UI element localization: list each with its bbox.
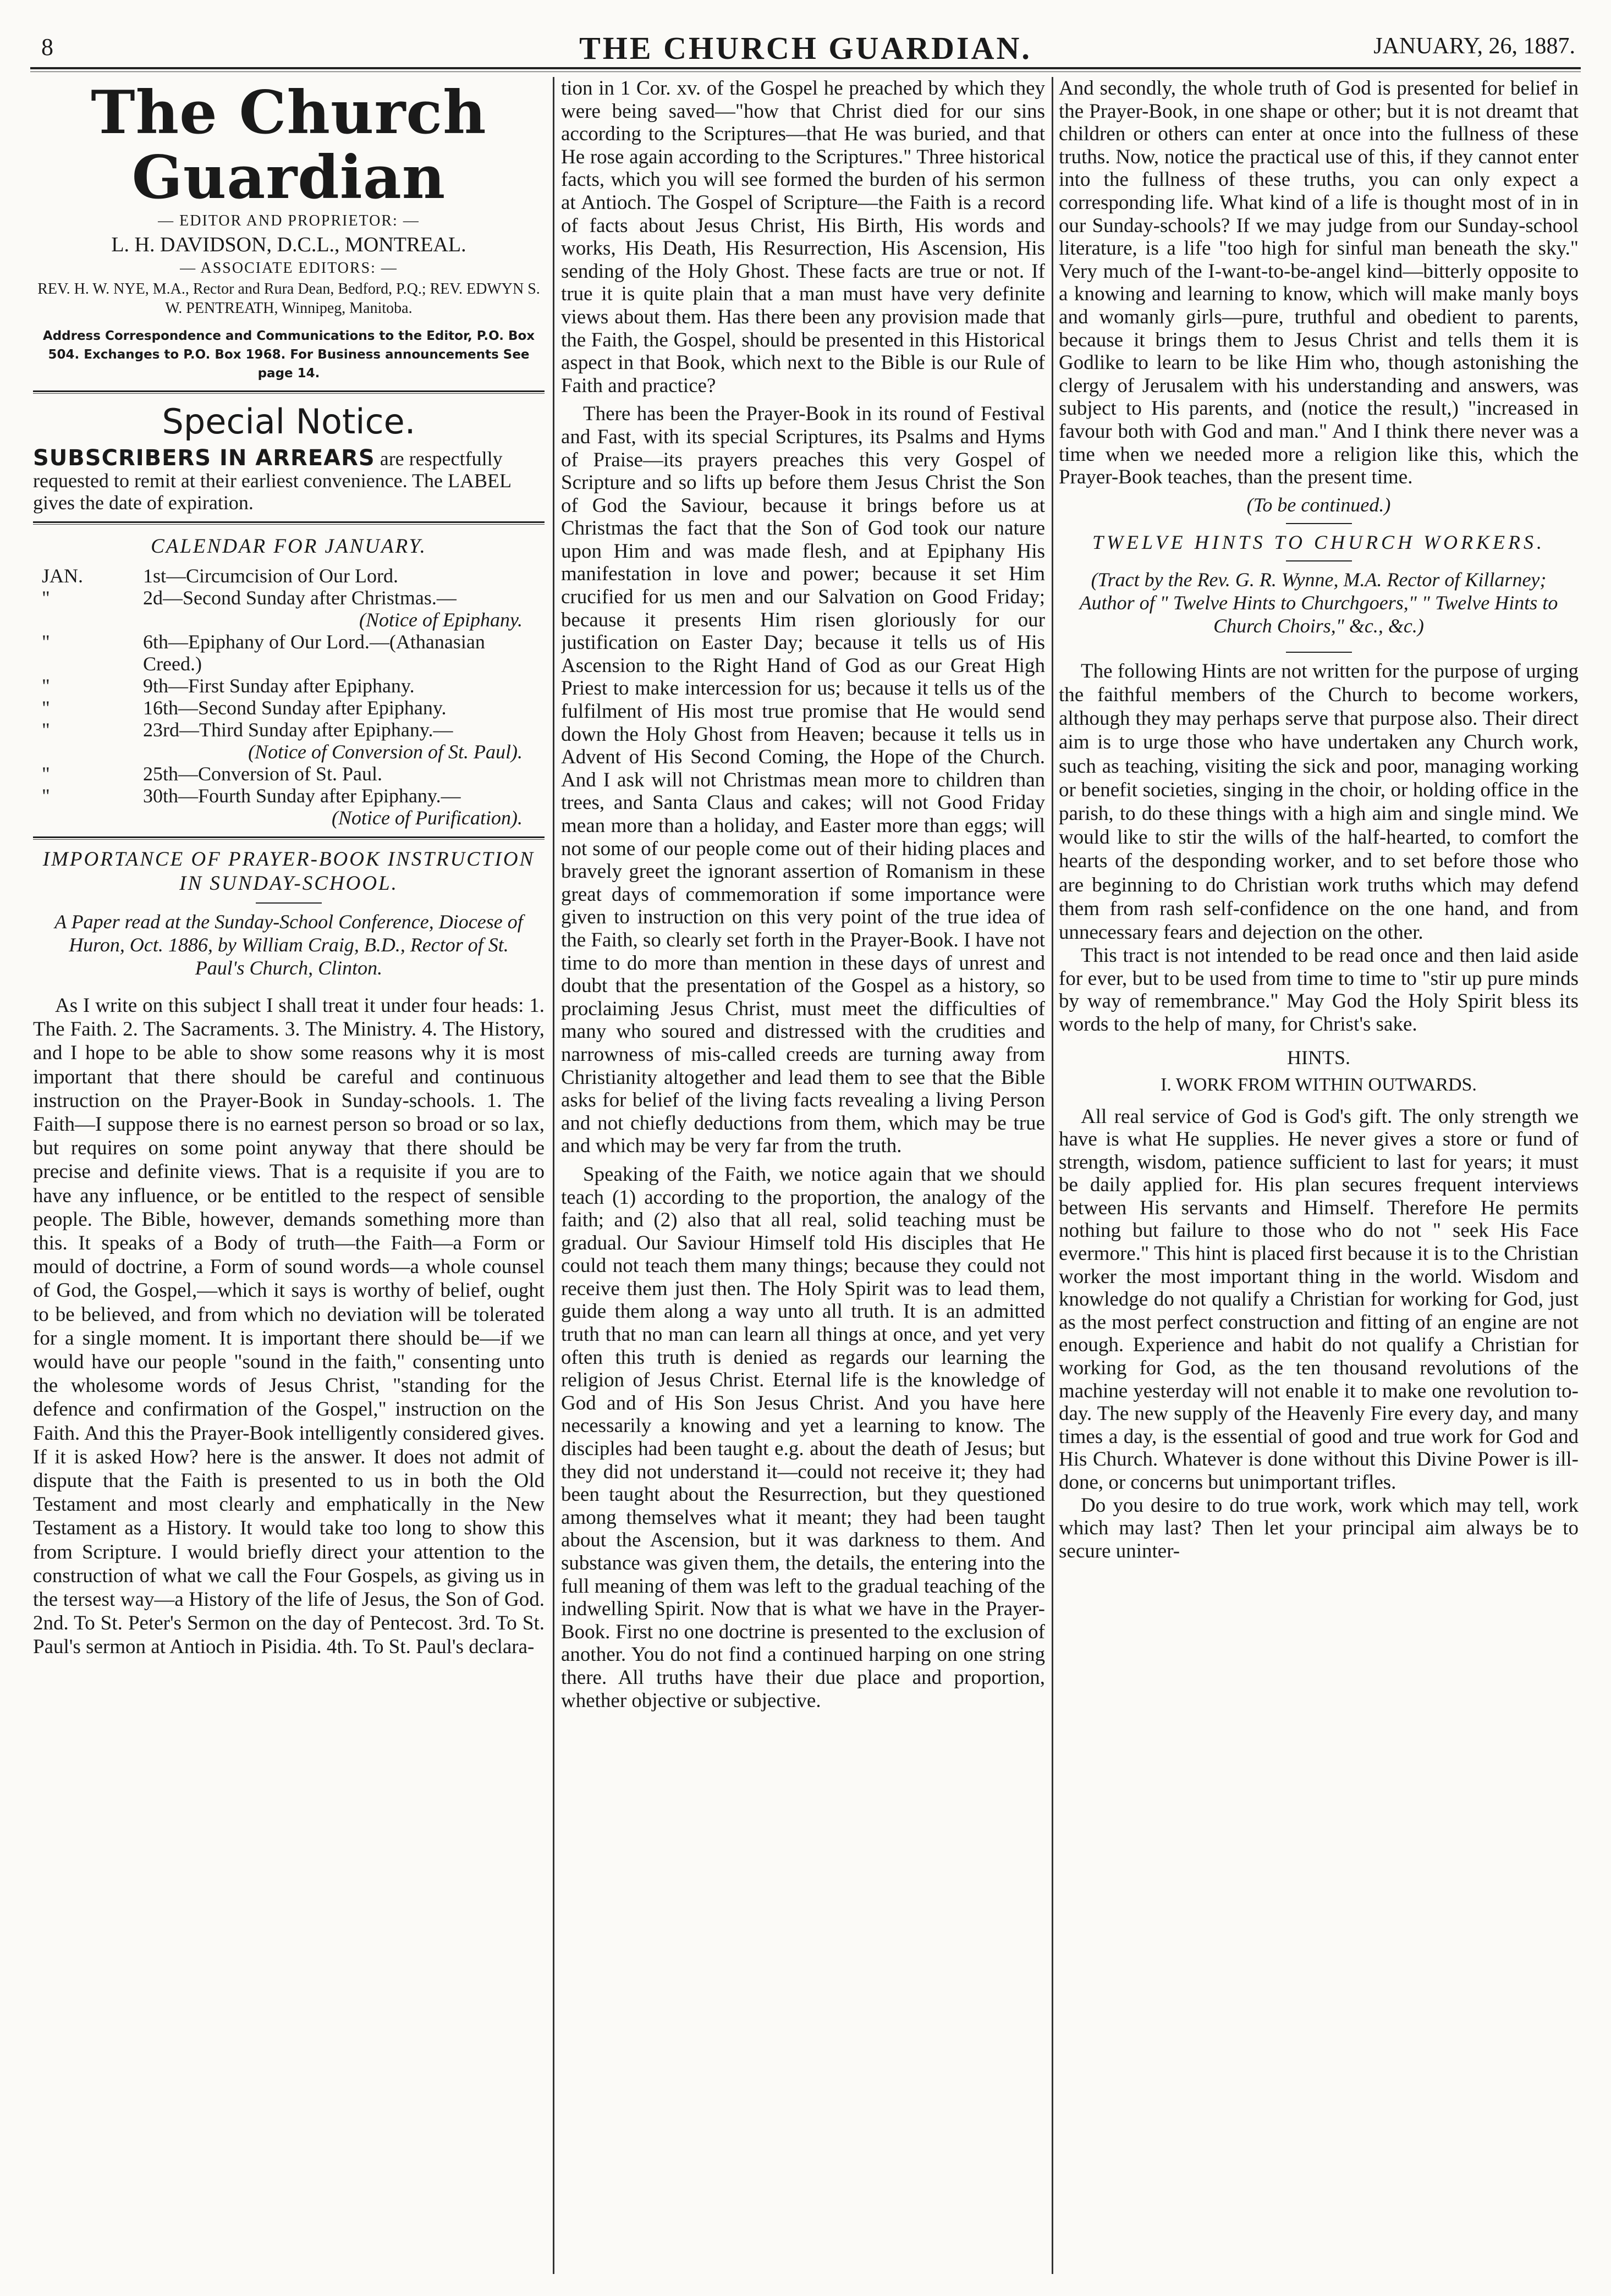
divider-thin xyxy=(33,839,545,840)
article-paragraph: tion in 1 Cor. xv. of the Gospel he preached by which they were being saved—"how that Christ died for our sins according to the Scriptures—that He was buried, and that He rose again according to the Scriptures." Three historical facts, which you will see formed the burden of his sermon at Antioch. The Gospel of Scripture—the Faith is a record of facts about Jesus Christ, His Birth, His words and works, His Death, His Resurrection, His Ascension, His sending of the Holy Ghost. These facts are true or not. If true it is quite plain that a man must have very definite views about them. Has there been any provision made that the Faith, the Gospel, should be presented in this Historical aspect in that Book, which next to the Bible is our Rule of Faith and practice? xyxy=(561,77,1045,397)
calendar-entry: 9th—First Sunday after Epiphany. xyxy=(143,675,415,697)
article-paragraph: The following Hints are not written for the purpose of urging the faithful members of the Church to become workers, although they may perhaps serve that purpose also. Their direct aim is to urge those who have undertaken any Church work, such as teaching, visiting the sick and poor, managing working or benefit societies, singing in the choir, or holding office in the parish, to do these things with a high aim and single mind. We would like to stir the wills of the half-hearted, to comfort the hearts of the desponding worker, and to set before those who are beginning to do Christian work truths which may defend them from rash self-confidence on the one hand, and from unnecessary fears and dejection on the other. xyxy=(1059,659,1579,944)
calendar-entry: 16th—Second Sunday after Epiphany. xyxy=(143,697,447,719)
special-notice-title: Special Notice. xyxy=(162,401,416,442)
short-rule xyxy=(256,902,322,904)
calendar-list xyxy=(33,565,545,829)
divider-thin xyxy=(33,393,545,394)
assoc-editors: REV. H. W. NYE, M.A., Rector and Rura Dean, Bedford, P.Q.; REV. EDWYN S. W. PENTREATH, Winnipeg, Manitoba. xyxy=(37,280,540,317)
short-rule xyxy=(1286,523,1352,524)
calendar-entry: 1st—Circumcision of Our Lord. xyxy=(143,565,398,587)
calendar-row xyxy=(33,565,545,587)
column-3 xyxy=(1059,77,1579,2274)
running-head xyxy=(30,22,1581,66)
calendar-title: CALENDAR FOR JANUARY. xyxy=(151,535,427,558)
divider xyxy=(33,521,545,523)
divider-thin xyxy=(33,524,545,525)
page-number: 8 xyxy=(41,34,53,60)
calendar-row xyxy=(33,763,545,785)
hints-label: HINTS. xyxy=(1287,1046,1350,1069)
column-rule-2 xyxy=(1052,77,1053,2274)
calendar-entry: 6th—Epiphany of Our Lord.—(Athanasian Creed.) xyxy=(143,631,485,675)
article-paragraph: There has been the Prayer-Book in its round of Festival and Fast, with its special Scriptures, its Psalms and Hyms of Praise—its prayers preaches this very Gospel of Scripture and so lifts up before them Jesus Christ the Son of God the Saviour, because it brings before us at Christmas the fact that the Son of God took our nature upon Him and was made flesh, and at Epiphany His manifestation in love and power; because it set Him crucified for us men and our Salvation on Good Friday; because it presents Him risen gloriously for our justification on Easter Day; because it tells us of His Ascension to the Right Hand of God as our Great High Priest to make intercession for us; because it tells us of the fulfilment of His most true promise that He would send down the Holy Ghost from Heaven; because it tells us in Advent of His Second Coming, the Hope of the Church. And I ask will not Christmas mean more to children than trees, and Santa Claus and cakes; will not Good Friday mean more than a holiday, and Easter more than eggs; will not some of our people come out of their hiding places and bravely greet the ignorant assertion of Romanism in these great days of commemoration if some importance were given to instruction on this very point of the true idea of the Faith, so clearly set forth in the Prayer-Book. I have not time to do more than mention in these days of unrest and doubt that the presentation of the Gospel as a history, so proclaiming Jesus Christ, must meet the difficulties of many who soured and distressed with the crudities and narrowness of mis-called creeds are turning away from Christianity altogether and lead them to see that the Bible asks for belief of the living facts revealing a living Person and not chiefly deductions from them, which may be true and which may be very far from the truth. xyxy=(561,403,1045,1158)
column-1 xyxy=(33,77,545,2274)
calendar-row xyxy=(33,719,545,763)
calendar-note: (Notice of Conversion of St. Paul). xyxy=(248,741,523,763)
assoc-editors-label: — ASSOCIATE EDITORS: — xyxy=(180,260,398,277)
article-paragraph: Speaking of the Faith, we notice again that we should teach (1) according to the proportion, the analogy of the faith; and (2) also that all real, solid teaching must be gradual. Our Saviour Himself told His disciples that He could not teach them many things; because they could not receive them just then. The Holy Spirit was to lead them, guide them along a way unto all truth. It is an admitted truth that no man can learn all things at once, and yet very often this truth is denied as regards our learning the religion of Jesus Christ. Eternal life is the knowledge of God and of His Son Jesus Christ. And you have here necessarily a knowing and yet a learning to know. The disciples had been taught e.g. about the death of Jesus; but they did not understand it—could not receive it; they had been taught about the Resurrection, but they questioned among themselves what it meant; they had been taught about the Ascension, but it was darkness to them. And substance was given them, the details, the entering into the full meaning of them was left to the gradual teaching of the indwelling Spirit. Now that is what we have in the Prayer-Book. First no one doctrine is presented to the exclusion of another. You do not find a continued harping on one string there. All truths have their due place and proportion, whether objective or subjective. xyxy=(561,1163,1045,1712)
calendar-month: " xyxy=(42,763,50,785)
address-notice: Address Correspondence and Communications to the Editor, P.O. Box 504. Exchanges to P.O. Box 1968. For Business announcements See page 14. xyxy=(42,329,535,381)
calendar-month: JAN. xyxy=(42,565,84,587)
calendar-month: " xyxy=(42,697,50,719)
header-rule-thin xyxy=(30,71,1581,72)
divider xyxy=(33,836,545,838)
editor-name: L. H. DAVIDSON, D.C.L., MONTREAL. xyxy=(111,233,466,256)
paper-title: THE CHURCH GUARDIAN. xyxy=(579,30,1032,66)
editor-label: — EDITOR AND PROPRIETOR: — xyxy=(158,212,420,229)
article-paragraph: And secondly, the whole truth of God is presented for belief in the Prayer-Book, in one shape or other; but it is not dreamt that children or others can enter at once into the fullness of these truths. Now, notice the practical use of this, if they cannot enter into the fullness of these truths, you can only expect a corresponding life. What kind of a life is thought most of in in our Sunday-schools? If we may judge from our Sunday-school literature, is a life "too high for sinful man beneath the sky." Very much of the I-want-to-be-angel kind—bitterly opposite to a knowing and learning to know, which will make manly boys and womanly girls—pure, truthful and obedient to parents, because it brings them to Jesus Christ and tells them it is Godlike to learn to be like Him who, though astonishing the clergy of Jerusalem with his understanding and answers, was subject to His parents, and (notice the result,) "increased in favour both with God and man." And I think there never was a time when we needed more a religion like this, which the Prayer-Book teaches, than the present time. xyxy=(1059,77,1579,489)
column-rule-1 xyxy=(553,77,554,2274)
calendar-row xyxy=(33,587,545,631)
calendar-month: " xyxy=(42,719,50,741)
calendar-month: " xyxy=(42,631,50,653)
calendar-month: " xyxy=(42,785,50,807)
calendar-row xyxy=(33,675,545,697)
issue-date: JANUARY, 26, 1887. xyxy=(1373,34,1575,59)
column-2 xyxy=(561,77,1045,2274)
calendar-row xyxy=(33,697,545,719)
article-paragraph: As I write on this subject I shall treat it under four heads: 1. The Faith. 2. The Sacraments. 3. The Ministry. 4. The History, and I hope to be able to show some reasons why it is most important that there should be careful and continuous instruction on the Prayer-Book in Sunday-schools. 1. The Faith—I suppose there is no earnest person so broad or so lax, but requires on some point anyway that there should be precise and definite views. That is a requisite if you are to have any influence, or be entitled to the respect of sensible people. The Bible, however, demands something more than this. It speaks of a Body of truth—the Faith—a Form or mould of doctrine, a Form of sound words—a whole counsel of God, the Gospel,—which it says is worthy of belief, ought to be believed, and from which no deviation will be tolerated for a single moment. It is important there should be—if we would have our people "sound in the faith," consenting unto the wholesome words of Jesus Christ, "standing for the defence and confirmation of the Gospel," instruction on the Faith. And this the Prayer-Book intelligently considered gives. If it is asked How? here is the answer. It does not admit of dispute that the Faith is presented to us in both the Old Testament and most clearly and emphatically in the New Testament as a History. It would take too long to show this from Scripture. I would briefly direct your attention to the construction of what we call the Four Gospels, as giving us in the tersest way—a History of the life of Jesus, the Son of God. 2nd. To St. Peter's Sermon on the day of Pentecost. 3rd. To St. Paul's sermon at Antioch in Pisidia. 4th. To St. Paul's declara- xyxy=(33,994,545,1659)
header-rule xyxy=(30,67,1581,69)
calendar-entry: 2d—Second Sunday after Christmas.— xyxy=(143,587,457,609)
calendar-row xyxy=(33,785,545,829)
subscribers-lead: SUBSCRIBERS IN ARREARS xyxy=(33,445,375,471)
special-notice-text xyxy=(33,447,545,514)
article-byline: (Tract by the Rev. G. R. Wynne, M.A. Rector of Killarney; Author of " Twelve Hints to Churchgoers," " Twelve Hints to Church Choirs," &c., &c.) xyxy=(1079,568,1558,637)
calendar-month: " xyxy=(42,587,50,609)
calendar-note: (Notice of Purification). xyxy=(332,807,523,829)
article-paragraph: Do you desire to do true work, work which may tell, work which may last? Then let your principal aim always be to secure uninter- xyxy=(1059,1494,1579,1562)
article-title: TWELVE HINTS TO CHURCH WORKERS. xyxy=(1092,531,1546,553)
short-rule xyxy=(1286,560,1352,561)
calendar-entry: 30th—Fourth Sunday after Epiphany.— xyxy=(143,785,461,807)
calendar-note: (Notice of Epiphany. xyxy=(359,609,523,631)
calendar-entry: 25th—Conversion of St. Paul. xyxy=(143,763,383,785)
to-be-continued: (To be continued.) xyxy=(1246,493,1391,516)
calendar-entry: 23rd—Third Sunday after Epiphany.— xyxy=(143,719,453,741)
short-rule xyxy=(1286,652,1352,653)
article-title: IMPORTANCE OF PRAYER-BOOK INSTRUCTION IN SUNDAY-SCHOOL. xyxy=(42,848,535,895)
calendar-row xyxy=(33,631,545,675)
article-byline: A Paper read at the Sunday-School Conference, Diocese of Huron, Oct. 1886, by William Craig, B.D., Rector of St. Paul's Church, Clinton. xyxy=(54,911,523,979)
article-paragraph: All real service of God is God's gift. The only strength we have is what He supplies. He never gives a store or fund of strength, wisdom, patience sufficient to last for years; it must be daily applied for. His plan secures frequent interviews between His servants and Himself. Therefore He permits nothing but failure to those who do not " seek His Face evermore." This hint is placed first because it is to the Christian worker the most important thing in the world. Wisdom and knowledge do not qualify a Christian for working for God, just as the most perfect construction and fitting of an engine are not enough. Experience and habit do not qualify a Christian for working for God, as the ten thousand revolutions of the machine yesterday will not enable it to make one revolution to-day. The new supply of the Heavenly Fire every day, and many times a day, is the essential of good and true work for God and His Church. Whatever is done without this Divine Power is ill-done, or concerns but unimportant trifles. xyxy=(1059,1105,1579,1494)
special-notice-body: are respectfully requested to remit at their earliest convenience. The LABEL gives the date of expiration. xyxy=(33,448,511,514)
divider xyxy=(33,390,545,392)
hint-heading: I. WORK FROM WITHIN OUTWARDS. xyxy=(1161,1074,1477,1095)
article-paragraph: This tract is not intended to be read once and then laid aside for ever, but to be used from time to time to "stir up pure minds by way of remembrance." May God the Holy Spirit bless its words to the help of many, for Christ's sake. xyxy=(1059,944,1579,1036)
calendar-month: " xyxy=(42,675,50,697)
masthead-title: The Church Guardian xyxy=(91,78,487,212)
